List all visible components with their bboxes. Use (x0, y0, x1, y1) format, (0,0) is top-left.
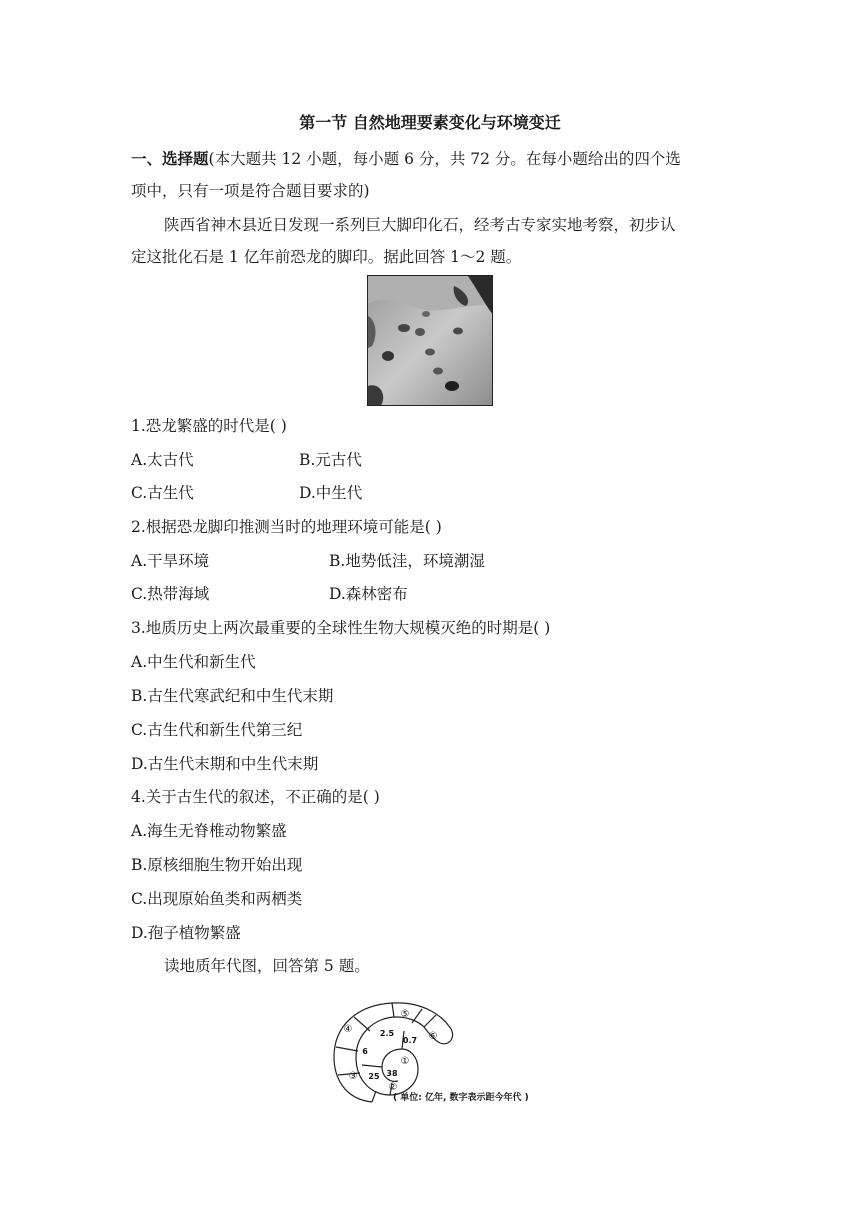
question-2-option-c: C.热带海域 (131, 585, 210, 603)
question-2-option-d: D.森林密布 (329, 585, 408, 603)
section-header (131, 148, 681, 170)
era-label-3: ③ (348, 1071, 358, 1082)
figure-intro: 读地质年代图，回答第 5 题。 (164, 957, 370, 975)
age-label-6: 6 (362, 1047, 368, 1056)
question-3-option-b: B.古生代寒武纪和中生代末期 (131, 687, 334, 705)
age-label-0-7: 0.7 (402, 1036, 418, 1045)
age-label-25: 25 (368, 1072, 380, 1081)
question-2-stem: 2.根据恐龙脚印推测当时的地理环境可能是( ) (131, 518, 442, 536)
question-1-option-a: A.太古代 (131, 451, 194, 469)
question-1-option-c: C.古生代 (131, 484, 194, 502)
question-4-option-d: D.孢子植物繁盛 (131, 924, 241, 942)
era-label-2: ② (388, 1082, 398, 1093)
question-3-stem: 3.地质历史上两次最重要的全球性生物大规模灭绝的时期是( ) (131, 619, 551, 637)
dinosaur-footprint-photo (367, 275, 493, 406)
diagram-caption: ( 单位: 亿年, 数字表示距今年代 ) (393, 1093, 529, 1103)
question-4-option-a: A.海生无脊椎动物繁盛 (131, 822, 287, 840)
question-3-option-a: A.中生代和新生代 (131, 653, 256, 671)
question-1-option-d: D.中生代 (299, 484, 363, 502)
question-4-option-c: C.出现原始鱼类和两栖类 (131, 890, 303, 908)
question-4-stem: 4.关于古生代的叙述，不正确的是( ) (131, 788, 380, 806)
era-label-1: ① (400, 1056, 410, 1067)
section-instructions-cont: 项中，只有一项是符合题目要求的) (131, 182, 370, 200)
section-head-label: 一、选择题 (131, 150, 209, 168)
era-label-4: ④ (343, 1024, 353, 1035)
passage-line-2: 定这批化石是 1 亿年前恐龙的脚印。据此回答 1～2 题。 (131, 248, 522, 266)
passage-line-1: 陕西省神木县近日发现一系列巨大脚印化石，经考古专家实地考察，初步认 (164, 216, 676, 234)
question-4-option-b: B.原核细胞生物开始出现 (131, 856, 303, 874)
question-3-option-d: D.古生代末期和中生代末期 (131, 755, 319, 773)
question-1-stem: 1.恐龙繁盛的时代是( ) (131, 417, 287, 435)
question-2-option-a: A.干旱环境 (131, 552, 210, 570)
age-label-38: 38 (386, 1069, 398, 1078)
question-1-option-b: B.元古代 (299, 451, 362, 469)
age-label-2-5: 2.5 (379, 1029, 395, 1038)
page-title: 第一节 自然地理要素变化与环境变迁 (299, 113, 561, 132)
section-instructions: (本大题共 12 小题，每小题 6 分，共 72 分。在每小题给出的四个选 (208, 150, 681, 168)
question-2-option-b: B.地势低洼，环境潮湿 (329, 552, 485, 570)
era-label-6: ⑥ (428, 1031, 438, 1042)
era-label-5: ⑤ (400, 1009, 410, 1020)
question-3-option-c: C.古生代和新生代第三纪 (131, 721, 303, 739)
